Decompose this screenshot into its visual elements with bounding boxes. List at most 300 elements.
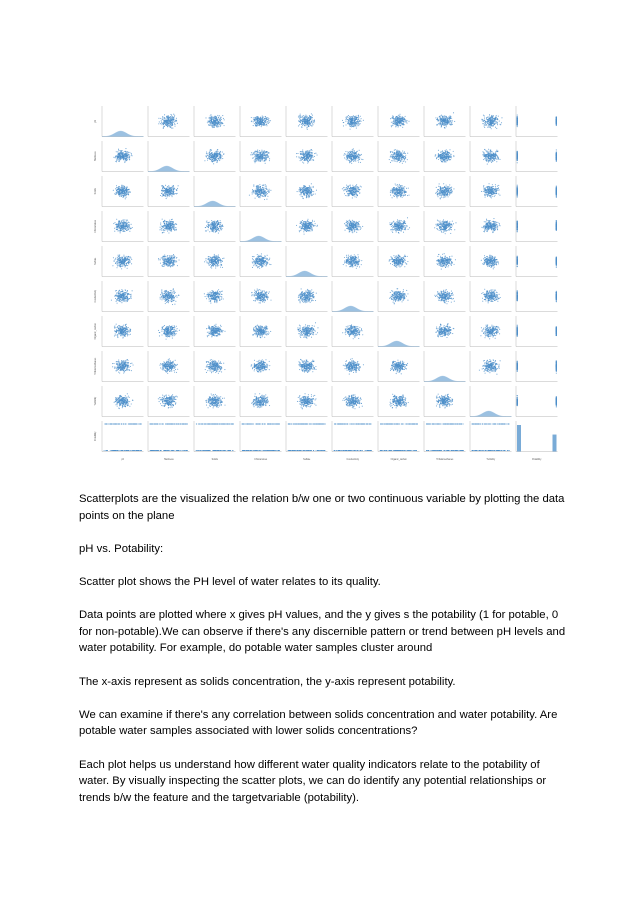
- scatter-point: [119, 159, 120, 160]
- scatter-point: [391, 125, 392, 126]
- scatter-point: [257, 193, 258, 194]
- scatter-point: [253, 186, 254, 187]
- scatter-point: [265, 193, 266, 194]
- scatter-point: [493, 154, 494, 155]
- scatter-point: [265, 186, 266, 187]
- scatter-point: [393, 123, 394, 124]
- scatter-point: [313, 187, 314, 188]
- scatter-point: [492, 122, 493, 123]
- scatter-point: [484, 158, 485, 159]
- scatter-point: [350, 161, 351, 162]
- scatter-point: [496, 117, 497, 118]
- scatter-point: [210, 155, 211, 156]
- scatter-point: [438, 159, 439, 160]
- scatter-point: [303, 118, 304, 119]
- scatter-point: [118, 193, 119, 194]
- scatter-point: [405, 161, 406, 162]
- scatter-point: [121, 155, 122, 156]
- scatter-point: [304, 186, 305, 187]
- scatter-point: [172, 125, 173, 126]
- pairplot-figure: [92, 104, 560, 461]
- density-curve: [148, 166, 190, 172]
- scatter-point: [399, 117, 400, 118]
- scatter-point: [214, 127, 215, 128]
- scatter-point: [400, 116, 401, 117]
- scatter-point: [305, 191, 306, 192]
- scatter-point: [305, 151, 306, 152]
- scatter-point: [257, 123, 258, 124]
- scatter-point: [394, 153, 395, 154]
- scatter-point: [310, 187, 311, 188]
- scatter-point: [124, 186, 125, 187]
- scatter-point: [497, 124, 498, 125]
- scatter-point: [489, 160, 490, 161]
- scatter-point: [399, 114, 400, 115]
- scatter-point: [495, 119, 496, 120]
- scatter-point: [256, 192, 257, 193]
- scatter-point: [262, 195, 263, 196]
- scatter-point: [165, 196, 166, 197]
- scatter-point: [260, 153, 261, 154]
- scatter-point: [399, 151, 400, 152]
- scatter-point: [358, 160, 359, 161]
- scatter-point: [252, 193, 253, 194]
- scatter-point: [444, 156, 445, 157]
- scatter-point: [121, 194, 122, 195]
- scatter-point: [446, 155, 447, 156]
- scatter-point: [219, 119, 220, 120]
- scatter-point: [436, 119, 437, 120]
- scatter-point: [217, 151, 218, 152]
- scatter-point: [204, 160, 205, 161]
- scatter-point: [517, 159, 518, 160]
- scatter-point: [451, 124, 452, 125]
- scatter-point: [352, 197, 353, 198]
- scatter-point: [173, 114, 174, 115]
- scatter-point: [309, 116, 310, 117]
- scatter-point: [253, 125, 254, 126]
- scatter-point: [308, 157, 309, 158]
- scatter-point: [255, 125, 256, 126]
- scatter-point: [346, 156, 347, 157]
- scatter-point: [212, 161, 213, 162]
- scatter-point: [360, 116, 361, 117]
- scatter-point: [164, 121, 165, 122]
- scatter-point: [403, 117, 404, 118]
- scatter-point: [495, 127, 496, 128]
- scatter-point: [353, 148, 354, 149]
- scatter-point: [259, 160, 260, 161]
- scatter-point: [311, 152, 312, 153]
- scatter-point: [173, 187, 174, 188]
- scatter-point: [259, 150, 260, 151]
- scatter-point: [311, 125, 312, 126]
- scatter-point: [161, 122, 162, 123]
- scatter-point: [356, 195, 357, 196]
- scatter-point: [482, 123, 483, 124]
- scatter-point: [497, 151, 498, 152]
- scatter-point: [485, 154, 486, 155]
- scatter-point: [494, 160, 495, 161]
- scatter-point: [399, 123, 400, 124]
- scatter-point: [347, 186, 348, 187]
- scatter-point: [209, 121, 210, 122]
- scatter-point: [224, 119, 225, 120]
- scatter-point: [349, 195, 350, 196]
- scatter-point: [171, 124, 172, 125]
- scatter-point: [210, 159, 211, 160]
- scatter-point: [307, 129, 308, 130]
- scatter-point: [356, 128, 357, 129]
- scatter-point: [346, 159, 347, 160]
- scatter-point: [405, 155, 406, 156]
- scatter-point: [312, 115, 313, 116]
- scatter-point: [252, 158, 253, 159]
- scatter-point: [128, 189, 129, 190]
- scatter-point: [308, 117, 309, 118]
- scatter-point: [210, 150, 211, 151]
- scatter-point: [447, 152, 448, 153]
- scatter-point: [127, 151, 128, 152]
- scatter-point: [124, 151, 125, 152]
- scatter-point: [116, 185, 117, 186]
- scatter-point: [205, 117, 206, 118]
- scatter-point: [262, 116, 263, 117]
- scatter-point: [350, 129, 351, 130]
- scatter-point: [303, 193, 304, 194]
- scatter-point: [209, 117, 210, 118]
- scatter-point: [395, 158, 396, 159]
- scatter-point: [209, 152, 210, 153]
- scatter-point: [264, 119, 265, 120]
- scatter-point: [264, 158, 265, 159]
- scatter-point: [393, 116, 394, 117]
- scatter-point: [177, 123, 178, 124]
- scatter-point: [355, 125, 356, 126]
- scatter-point: [257, 149, 258, 150]
- scatter-point: [253, 157, 254, 158]
- scatter-point: [495, 153, 496, 154]
- scatter-point: [129, 152, 130, 153]
- scatter-point: [261, 124, 262, 125]
- scatter-point: [356, 119, 357, 120]
- scatter-point: [255, 158, 256, 159]
- scatter-point: [437, 124, 438, 125]
- scatter-point: [261, 121, 262, 122]
- scatter-point: [269, 160, 270, 161]
- density-curve: [102, 131, 144, 137]
- scatter-point: [446, 123, 447, 124]
- scatter-point: [450, 154, 451, 155]
- scatter-point: [162, 119, 163, 120]
- scatter-point: [440, 123, 441, 124]
- scatter-point: [306, 192, 307, 193]
- scatter-point: [296, 156, 297, 157]
- scatter-point: [126, 193, 127, 194]
- scatter-point: [306, 157, 307, 158]
- scatter-point: [450, 124, 451, 125]
- scatter-point: [408, 121, 409, 122]
- scatter-point: [309, 185, 310, 186]
- scatter-point: [397, 123, 398, 124]
- scatter-point: [302, 191, 303, 192]
- scatter-point: [211, 153, 212, 154]
- scatter-point: [170, 119, 171, 120]
- scatter-point: [207, 155, 208, 156]
- scatter-point: [217, 115, 218, 116]
- scatter-point: [115, 156, 116, 157]
- scatter-point: [302, 152, 303, 153]
- scatter-point: [216, 157, 217, 158]
- scatter-point: [350, 122, 351, 123]
- scatter-point: [308, 152, 309, 153]
- scatter-point: [314, 121, 315, 122]
- scatter-point: [164, 126, 165, 127]
- scatter-point: [441, 115, 442, 116]
- scatter-point: [124, 162, 125, 163]
- scatter-point: [300, 114, 301, 115]
- scatter-point: [119, 186, 120, 187]
- scatter-point: [353, 155, 354, 156]
- scatter-point: [213, 156, 214, 157]
- scatter-point: [266, 117, 267, 118]
- scatter-point: [220, 121, 221, 122]
- scatter-point: [445, 161, 446, 162]
- scatter-point: [218, 154, 219, 155]
- scatter-point: [517, 121, 518, 122]
- scatter-point: [360, 186, 361, 187]
- scatter-point: [395, 161, 396, 162]
- scatter-point: [214, 125, 215, 126]
- scatter-point: [391, 156, 392, 157]
- scatter-point: [168, 121, 169, 122]
- scatter-point: [359, 121, 360, 122]
- scatter-point: [267, 189, 268, 190]
- scatter-point: [119, 157, 120, 158]
- scatter-point: [494, 124, 495, 125]
- scatter-point: [159, 121, 160, 122]
- scatter-point: [449, 120, 450, 121]
- scatter-point: [260, 186, 261, 187]
- scatter-point: [261, 193, 262, 194]
- scatter-point: [218, 158, 219, 159]
- scatter-point: [446, 119, 447, 120]
- scatter-point: [167, 125, 168, 126]
- scatter-point: [257, 117, 258, 118]
- scatter-point: [489, 124, 490, 125]
- scatter-point: [265, 190, 266, 191]
- scatter-point: [345, 124, 346, 125]
- scatter-point: [176, 189, 177, 190]
- scatter-point: [175, 120, 176, 121]
- scatter-point: [351, 161, 352, 162]
- scatter-point: [117, 158, 118, 159]
- scatter-point: [485, 121, 486, 122]
- scatter-point: [491, 128, 492, 129]
- scatter-point: [556, 154, 557, 155]
- scatter-point: [263, 184, 264, 185]
- scatter-point: [489, 155, 490, 156]
- scatter-point: [347, 119, 348, 120]
- scatter-point: [397, 117, 398, 118]
- scatter-point: [307, 163, 308, 164]
- scatter-point: [393, 119, 394, 120]
- scatter-point: [556, 124, 557, 125]
- scatter-point: [348, 185, 349, 186]
- scatter-point: [404, 156, 405, 157]
- scatter-point: [214, 158, 215, 159]
- scatter-point: [345, 119, 346, 120]
- scatter-point: [119, 190, 120, 191]
- scatter-point: [266, 157, 267, 158]
- scatter-point: [307, 150, 308, 151]
- scatter-point: [359, 154, 360, 155]
- scatter-point: [259, 118, 260, 119]
- scatter-point: [443, 122, 444, 123]
- scatter-point: [349, 116, 350, 117]
- scatter-point: [165, 195, 166, 196]
- scatter-point: [300, 151, 301, 152]
- scatter-point: [306, 187, 307, 188]
- scatter-point: [352, 194, 353, 195]
- scatter-point: [493, 158, 494, 159]
- scatter-point: [354, 118, 355, 119]
- scatter-point: [172, 116, 173, 117]
- scatter-point: [165, 185, 166, 186]
- scatter-point: [313, 194, 314, 195]
- scatter-point: [300, 154, 301, 155]
- scatter-point: [484, 156, 485, 157]
- scatter-point: [308, 191, 309, 192]
- scatter-point: [392, 155, 393, 156]
- scatter-point: [556, 157, 557, 158]
- scatter-point: [348, 191, 349, 192]
- scatter-point: [266, 194, 267, 195]
- scatter-point: [168, 195, 169, 196]
- scatter-point: [120, 187, 121, 188]
- scatter-point: [268, 190, 269, 191]
- scatter-point: [219, 158, 220, 159]
- scatter-point: [266, 155, 267, 156]
- scatter-point: [223, 154, 224, 155]
- scatter-point: [254, 119, 255, 120]
- scatter-point: [395, 156, 396, 157]
- scatter-point: [343, 122, 344, 123]
- scatter-point: [499, 159, 500, 160]
- scatter-point: [259, 119, 260, 120]
- scatter-point: [398, 120, 399, 121]
- scatter-point: [167, 191, 168, 192]
- scatter-point: [121, 152, 122, 153]
- scatter-point: [443, 119, 444, 120]
- scatter-point: [397, 124, 398, 125]
- scatter-point: [211, 120, 212, 121]
- scatter-point: [256, 185, 257, 186]
- scatter-point: [263, 125, 264, 126]
- scatter-point: [500, 124, 501, 125]
- scatter-point: [450, 115, 451, 116]
- scatter-point: [166, 117, 167, 118]
- scatter-point: [349, 157, 350, 158]
- scatter-point: [161, 120, 162, 121]
- scatter-point: [349, 156, 350, 157]
- scatter-point: [493, 153, 494, 154]
- scatter-point: [171, 123, 172, 124]
- scatter-point: [210, 114, 211, 115]
- scatter-point: [354, 153, 355, 154]
- scatter-point: [446, 156, 447, 157]
- scatter-point: [221, 123, 222, 124]
- scatter-point: [310, 125, 311, 126]
- scatter-point: [262, 153, 263, 154]
- scatter-point: [483, 159, 484, 160]
- scatter-point: [440, 154, 441, 155]
- scatter-point: [312, 123, 313, 124]
- scatter-point: [517, 124, 518, 125]
- scatter-point: [487, 159, 488, 160]
- scatter-point: [345, 151, 346, 152]
- scatter-point: [211, 123, 212, 124]
- scatter-point: [403, 120, 404, 121]
- scatter-point: [270, 190, 271, 191]
- scatter-point: [267, 121, 268, 122]
- scatter-point: [397, 160, 398, 161]
- scatter-point: [485, 123, 486, 124]
- scatter-point: [121, 195, 122, 196]
- scatter-point: [119, 161, 120, 162]
- scatter-point: [219, 153, 220, 154]
- panel-Hardness-vs-Hardness: [148, 141, 190, 172]
- scatter-point: [401, 160, 402, 161]
- scatter-point: [125, 159, 126, 160]
- scatter-point: [302, 149, 303, 150]
- scatter-point: [127, 194, 128, 195]
- panel-ph-vs-Sulfate: [286, 106, 328, 137]
- scatter-point: [311, 122, 312, 123]
- scatter-point: [314, 153, 315, 154]
- scatter-point: [118, 149, 119, 150]
- scatter-point: [517, 115, 518, 116]
- scatter-point: [496, 155, 497, 156]
- scatter-point: [556, 119, 557, 120]
- scatter-point: [355, 122, 356, 123]
- scatter-point: [453, 151, 454, 152]
- scatter-point: [307, 161, 308, 162]
- panel-Hardness-vs-Organic_carbon: [378, 141, 420, 172]
- scatter-point: [164, 190, 165, 191]
- scatter-point: [262, 187, 263, 188]
- scatter-point: [209, 155, 210, 156]
- scatter-point: [167, 194, 168, 195]
- scatter-point: [401, 118, 402, 119]
- scatter-point: [493, 125, 494, 126]
- scatter-point: [437, 157, 438, 158]
- scatter-point: [488, 161, 489, 162]
- scatter-point: [357, 151, 358, 152]
- scatter-point: [400, 160, 401, 161]
- scatter-point: [444, 117, 445, 118]
- scatter-point: [313, 160, 314, 161]
- scatter-point: [223, 125, 224, 126]
- scatter-point: [448, 152, 449, 153]
- scatter-point: [349, 118, 350, 119]
- scatter-point: [348, 115, 349, 116]
- scatter-point: [299, 194, 300, 195]
- scatter-point: [435, 156, 436, 157]
- scatter-point: [353, 158, 354, 159]
- scatter-point: [393, 160, 394, 161]
- scatter-point: [556, 152, 557, 153]
